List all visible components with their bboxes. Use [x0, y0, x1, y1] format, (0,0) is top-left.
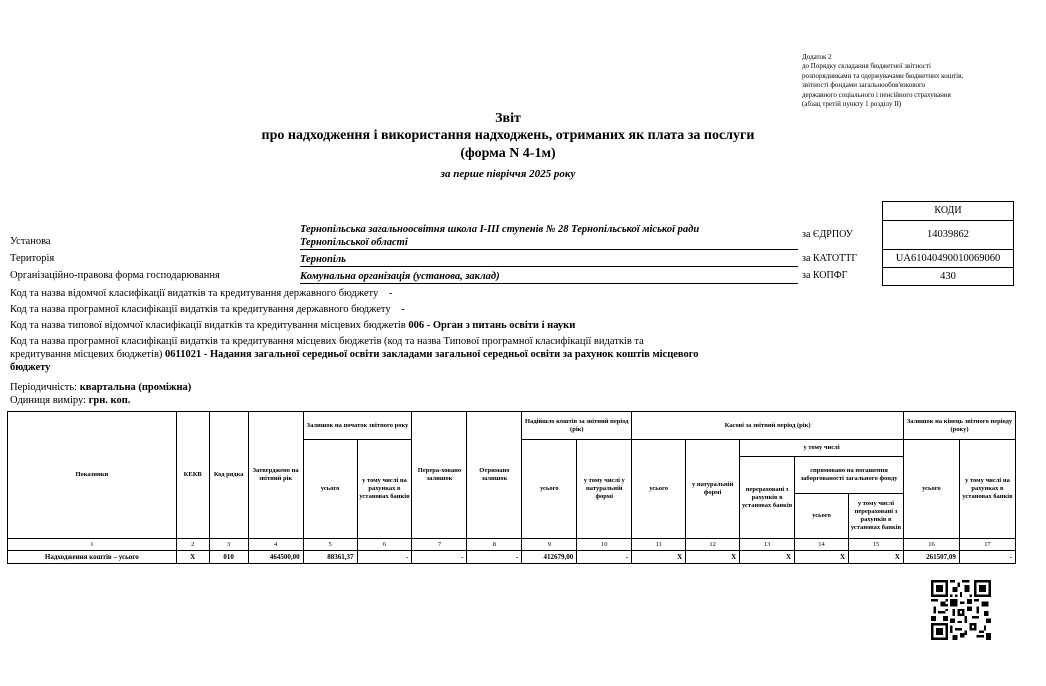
kopfg-code: 430: [882, 268, 1014, 286]
local-prog-value-2: бюджету: [10, 362, 51, 373]
col-number: 15: [849, 539, 904, 551]
col-number: 6: [357, 539, 412, 551]
row-received-total: 412679,00: [522, 551, 577, 564]
col-number: 3: [209, 539, 248, 551]
row-kekv: X: [176, 551, 209, 564]
col-number: 17: [959, 539, 1015, 551]
institution-underline: [300, 249, 798, 250]
dept-code-label: Код та назва відомчої класифікації видатків та кредитування державного бюджету: [10, 288, 379, 299]
report-title: Звіт: [495, 111, 521, 126]
territory-underline: [300, 266, 798, 267]
qr-code: [931, 580, 991, 640]
col-number: 8: [467, 539, 522, 551]
typical-code-line: [10, 319, 575, 332]
territory-label: Територія: [10, 253, 55, 264]
institution-name-2: Тернопільської області: [300, 237, 408, 248]
prog-code-value: -: [401, 304, 405, 315]
codes-header: КОДИ: [882, 201, 1014, 221]
header-cash-natural: у натуральній формі: [686, 440, 740, 539]
legal-form-value: Комунальна організація (установа, заклад): [300, 271, 500, 282]
col-number: 16: [903, 539, 959, 551]
unit-label: Одиниця виміру:: [10, 395, 86, 406]
header-approved: Затверджено на звітний рік: [248, 412, 303, 539]
local-prog-line-1: Код та назва програмної класифікації видатків та кредитування місцевих бюджетів (код та назва Типової програмної класифікації видатків та: [10, 336, 644, 347]
typical-code-label: Код та назва типової відомчої класифікації видатків та кредитування місцевих бюджетів: [10, 320, 406, 331]
row-cash-transferred: X: [740, 551, 795, 564]
annex-line: Додаток 2: [802, 53, 832, 61]
row-transferred: -: [412, 551, 467, 564]
table-row: [8, 551, 1016, 564]
col-number: 11: [632, 539, 686, 551]
header-transferred: Перера-ховано залишок: [412, 412, 467, 539]
periodicity-label: Періодичність:: [10, 382, 78, 393]
col-number: 10: [577, 539, 632, 551]
local-prog-line-2: [10, 348, 699, 361]
header-cash: Касові за звітний період (рік): [632, 412, 904, 440]
row-received-natural: -: [577, 551, 632, 564]
col-number: 5: [303, 539, 357, 551]
legal-form-underline: [300, 283, 798, 284]
row-name: Надходження коштів – усього: [8, 551, 177, 564]
unit-value: грн. коп.: [88, 395, 131, 406]
header-row-code: Код рядка: [209, 412, 248, 539]
row-approved: 464500,00: [248, 551, 303, 564]
header-received: Надійшло коштів за звітний період (рік): [522, 412, 632, 440]
row-cash-natural: X: [686, 551, 740, 564]
col-number: 7: [412, 539, 467, 551]
katottg-label: за КАТОТТГ: [802, 253, 858, 264]
row-code: 010: [209, 551, 248, 564]
col-number: 2: [176, 539, 209, 551]
dept-code-line: [10, 287, 392, 300]
header-kekv: КЕКВ: [176, 412, 209, 539]
dept-code-value: -: [388, 288, 393, 299]
prog-code-line: [10, 303, 405, 316]
row-cash-total: X: [632, 551, 686, 564]
local-prog-value-1: 0611021 - Надання загальної середньої освіти закладами загальної середньої освіти за рахунок коштів місцевого: [165, 349, 699, 360]
row-debt-bank: X: [849, 551, 904, 564]
row-received-balance: -: [467, 551, 522, 564]
annex-line: до Порядку складання бюджетної звітності: [802, 62, 931, 71]
col-number: 4: [248, 539, 303, 551]
institution-name-1: Тернопільська загальноосвітня школа І-ІІІ ступенів № 28 Тернопільської міської ради: [300, 224, 700, 235]
header-cash-total: усього: [632, 440, 686, 539]
header-debt: спрямовано на погашення заборгованості загального фонду: [795, 457, 904, 494]
row-end-bank: -: [959, 551, 1015, 564]
unit-line: [10, 394, 130, 407]
header-end-total: усього: [903, 440, 959, 539]
annex-line: звітності фондами загальнообов'язкового: [802, 81, 926, 90]
header-received-natural: у тому числі у натуральній формі: [577, 440, 632, 539]
legal-form-label: Організаційно-правова форма господарювання: [10, 270, 220, 281]
header-balance-end: Залишок на кінець звітного періоду (року): [903, 412, 1015, 440]
row-start-total: 88361,37: [303, 551, 357, 564]
header-start-total: усього: [303, 440, 357, 539]
col-number: 12: [686, 539, 740, 551]
report-table: [7, 411, 1016, 564]
row-start-bank: -: [357, 551, 412, 564]
local-prog-label-2: кредитування місцевих бюджетів): [10, 349, 163, 360]
header-received-balance: Отримано залишок: [467, 412, 522, 539]
col-number: 9: [522, 539, 577, 551]
report-subtitle: про надходження і використання надходжень, отриманих як плата за послуги: [261, 128, 755, 143]
row-end-total: 261507,09: [903, 551, 959, 564]
periodicity-line: [10, 381, 191, 394]
typical-code-value: 006 - Орган з питань освіти і науки: [408, 320, 576, 331]
col-number: 14: [795, 539, 849, 551]
header-cash-transferred: перераховані з рахунків в установах банків: [740, 457, 795, 539]
col-number: 1: [8, 539, 177, 551]
periodicity-value: квартальна (проміжна): [79, 382, 192, 393]
row-debt-total: X: [795, 551, 849, 564]
header-debt-bank: у тому числі перераховані з рахунків в установах банків: [849, 494, 904, 539]
report-form: (форма N 4-1м): [460, 146, 556, 161]
annex-line: (абзац третій пункту 1 розділу II): [802, 100, 902, 109]
edrpou-code: 14039862: [882, 220, 1014, 250]
territory-value: Тернопіль: [300, 254, 346, 265]
annex-note: [802, 53, 1002, 109]
report-period: за перше півріччя 2025 року: [440, 168, 576, 180]
header-indicators: Показники: [8, 412, 177, 539]
institution-label: Установа: [10, 236, 51, 247]
katottg-code: UA61040490010069060: [882, 250, 1014, 268]
kopfg-label: за КОПФГ: [802, 270, 848, 281]
column-number-row: [8, 539, 1016, 551]
header-balance-start: Залишок на початок звітного року: [303, 412, 412, 440]
edrpou-label: за ЄДРПОУ: [802, 229, 853, 240]
header-end-bank: у тому числі на рахунках в установах банків: [959, 440, 1015, 539]
header-cash-incl: у тому числі: [740, 440, 904, 457]
header-start-bank: у тому числі на рахунках в установах банків: [357, 440, 412, 539]
annex-line: розпорядниками та одержувачами бюджетних коштів,: [802, 71, 964, 80]
header-received-total: усього: [522, 440, 577, 539]
header-debt-total: усього: [795, 494, 849, 539]
col-number: 13: [740, 539, 795, 551]
prog-code-label: Код та назва програмної класифікації видатків та кредитування державного бюджету: [10, 304, 391, 315]
annex-line: державного соціального і пенсійного страхування: [802, 90, 951, 99]
